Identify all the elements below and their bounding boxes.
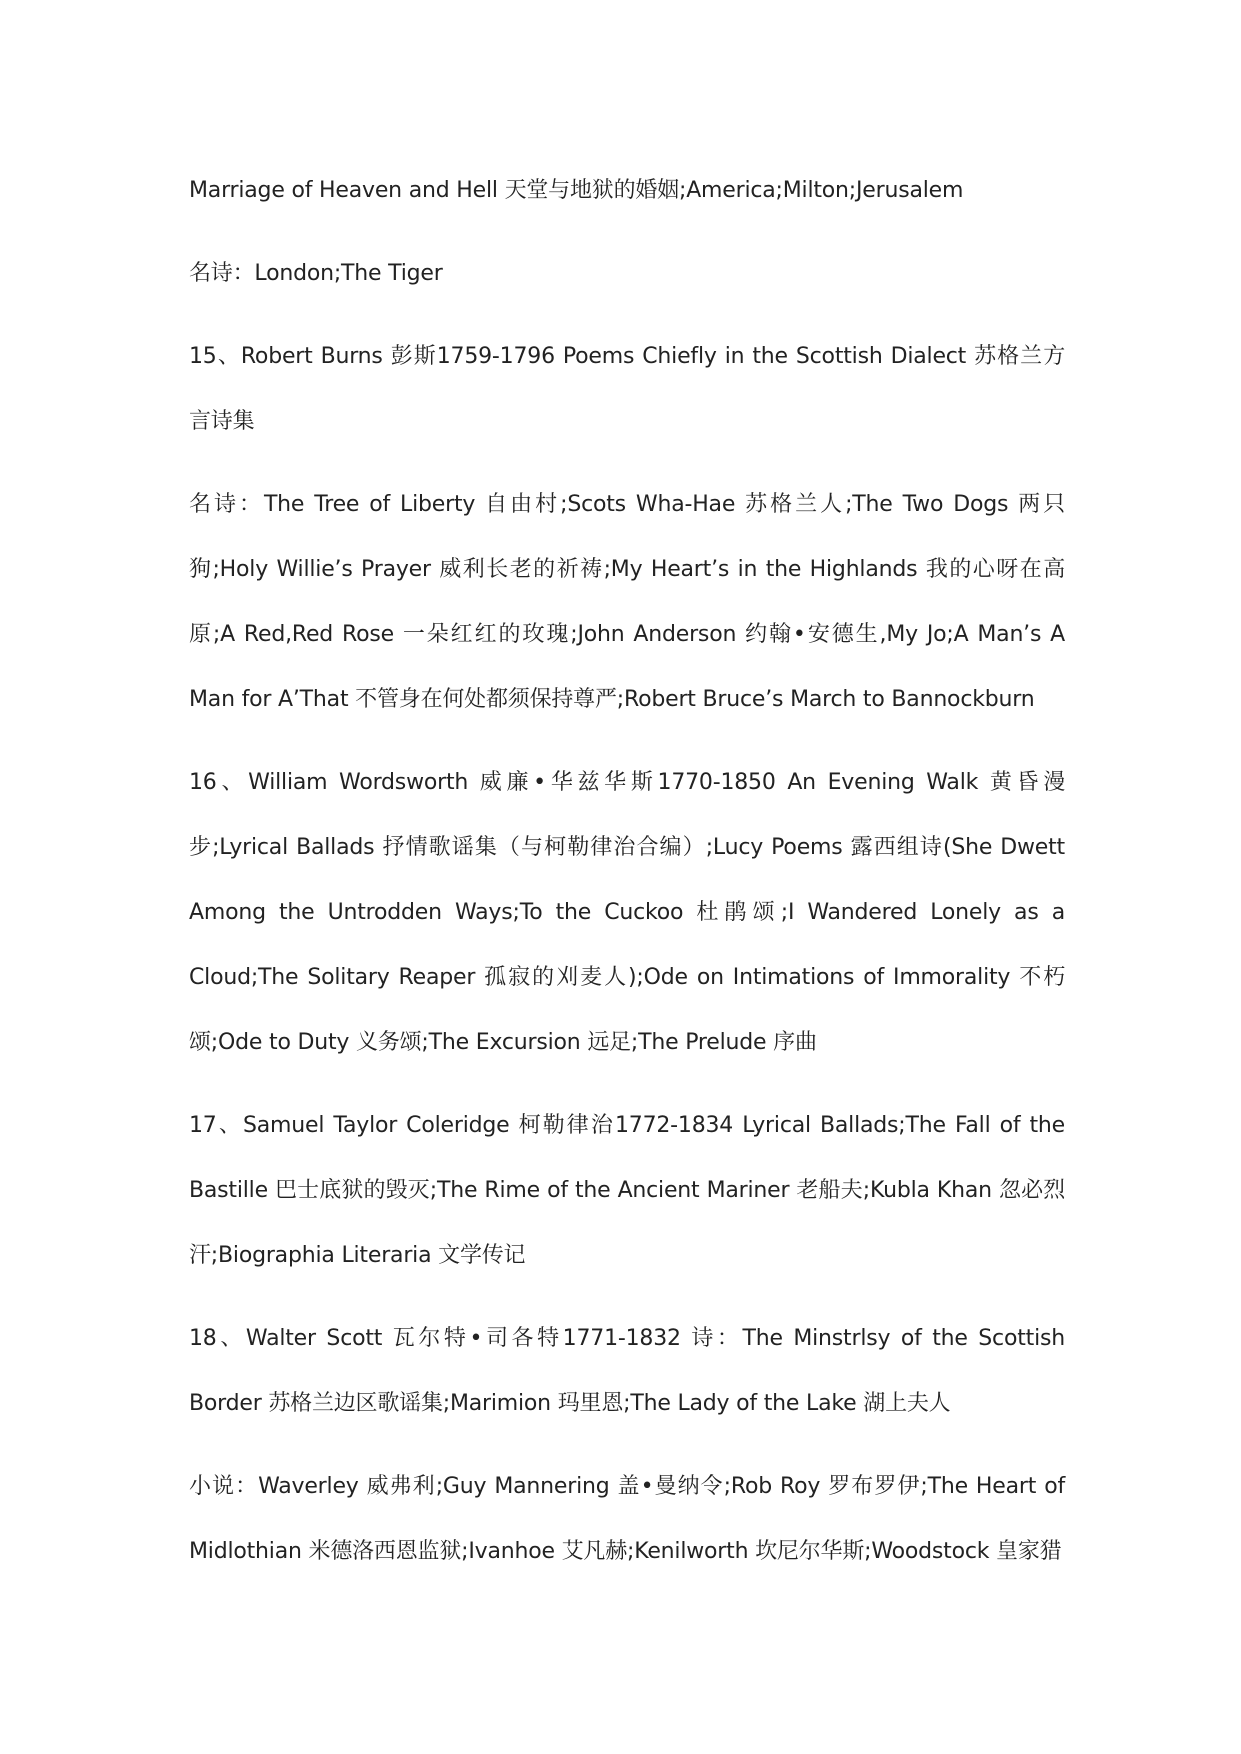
paragraph-blake-works: Marriage of Heaven and Hell 天堂与地狱的婚姻;America;Milton;Jerusalem — [189, 178, 964, 203]
paragraph-wordsworth-entry: 16、William Wordsworth 威廉•华兹华斯1770-1850 An Evening Walk 黄昏漫步;Lyrical Ballads 抒情歌谣集（与柯勒律治合编）;Lucy Poems 露西组诗(She Dwett Among the Untrodden Ways;To the Cuckoo 杜鹃颂;I Wandered Lonely as a Cloud;The Solitary Reaper 孤寂的刈麦人);Ode on Intimations of Immorality 不朽颂;Ode to Duty 义务颂;The Excursion 远足;The Prelude 序曲 — [189, 770, 1065, 1055]
paragraph-burns-famous-poems: 名诗：The Tree of Liberty 自由村;Scots Wha-Hae 苏格兰人;The Two Dogs 两只狗;Holy Willie’s Prayer 威利长老的祈祷;My Heart’s in the Highlands 我的心呀在高原;A Red,Red Rose 一朵红红的玫瑰;John Anderson 约翰•安德生,My Jo;A Man’s A Man for A’That 不管身在何处都须保持尊严;Robert Bruce’s March to Bannockburn — [189, 492, 1065, 712]
paragraph-blake-famous-poems: 名诗：London;The Tiger — [189, 261, 443, 286]
paragraph-scott-poems: 18、Walter Scott 瓦尔特•司各特1771-1832 诗：The Minstrlsy of the Scottish Border 苏格兰边区歌谣集;Marimion 玛里恩;The Lady of the Lake 湖上夫人 — [189, 1326, 1065, 1416]
paragraph-scott-novels: 小说：Waverley 威弗利;Guy Mannering 盖•曼纳令;Rob Roy 罗布罗伊;The Heart of Midlothian 米德洛西恩监狱;Ivanhoe 艾凡赫;Kenilworth 坎尼尔华斯;Woodstock 皇家猎 — [189, 1474, 1065, 1564]
document-body — [189, 158, 1065, 1602]
paragraph-burns-entry: 15、Robert Burns 彭斯1759-1796 Poems Chiefly in the Scottish Dialect 苏格兰方言诗集 — [189, 344, 1065, 434]
paragraph-coleridge-entry: 17、Samuel Taylor Coleridge 柯勒律治1772-1834 Lyrical Ballads;The Fall of the Bastille 巴士底狱的毁灭;The Rime of the Ancient Mariner 老船夫;Kubla Khan 忽必烈汗;Biographia Literaria 文学传记 — [189, 1113, 1065, 1268]
